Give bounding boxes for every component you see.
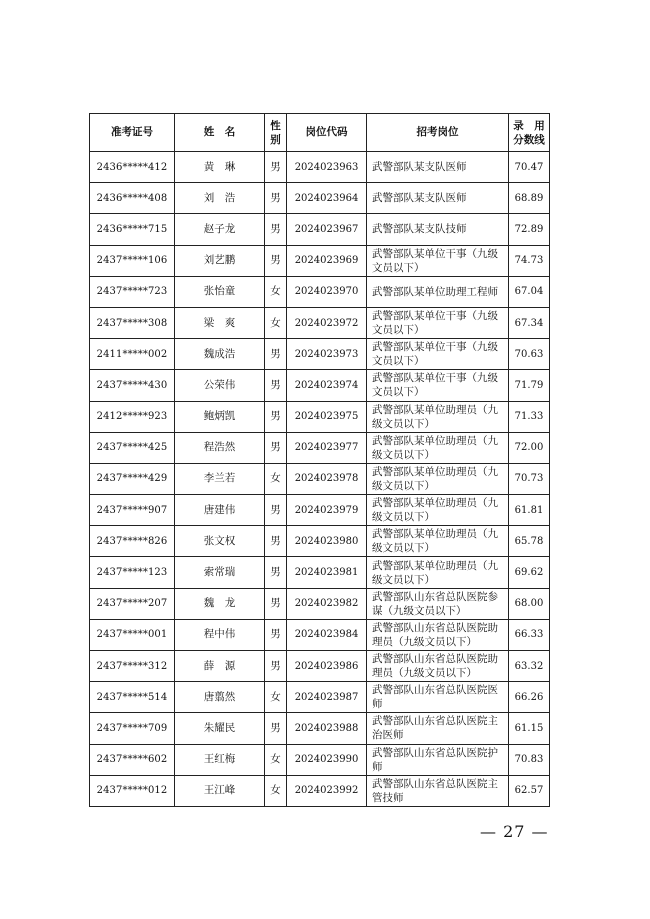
table-row bbox=[90, 557, 550, 588]
cell-gender: 男 bbox=[265, 495, 287, 526]
cell-code: 2024023969 bbox=[287, 245, 367, 276]
header-position: 招考岗位 bbox=[367, 114, 509, 152]
cell-gender: 男 bbox=[265, 588, 287, 619]
cell-name: 王红梅 bbox=[175, 744, 265, 775]
cell-gender: 男 bbox=[265, 432, 287, 463]
cell-gender: 男 bbox=[265, 401, 287, 432]
cell-name: 魏 龙 bbox=[175, 588, 265, 619]
cell-score: 72.00 bbox=[509, 432, 550, 463]
cell-score: 66.33 bbox=[509, 619, 550, 650]
cell-name: 魏成浩 bbox=[175, 339, 265, 370]
table-row bbox=[90, 619, 550, 650]
cell-position: 武警部队山东省总队医院医师 bbox=[367, 682, 509, 713]
cell-name: 刘艺鹏 bbox=[175, 245, 265, 276]
cell-code: 2024023974 bbox=[287, 370, 367, 401]
cell-code: 2024023967 bbox=[287, 214, 367, 245]
cell-gender: 男 bbox=[265, 214, 287, 245]
cell-ticket: 2437*****723 bbox=[90, 276, 175, 307]
cell-gender: 男 bbox=[265, 526, 287, 557]
cell-position: 武警部队某单位助理员（九级文员以下） bbox=[367, 526, 509, 557]
cell-ticket: 2437*****514 bbox=[90, 682, 175, 713]
cell-code: 2024023973 bbox=[287, 339, 367, 370]
cell-position: 武警部队某支队医师 bbox=[367, 152, 509, 183]
cell-position: 武警部队某单位助理员（九级文员以下） bbox=[367, 401, 509, 432]
header-gender-line1: 性 bbox=[270, 119, 281, 132]
cell-ticket: 2437*****001 bbox=[90, 619, 175, 650]
cell-name: 朱耀民 bbox=[175, 713, 265, 744]
cell-name: 程浩然 bbox=[175, 432, 265, 463]
header-ticket: 准考证号 bbox=[90, 114, 175, 152]
cell-ticket: 2436*****412 bbox=[90, 152, 175, 183]
cell-position: 武警部队某支队技师 bbox=[367, 214, 509, 245]
cell-gender: 男 bbox=[265, 245, 287, 276]
header-score-line1: 录 用 bbox=[513, 119, 545, 132]
cell-gender: 女 bbox=[265, 276, 287, 307]
cell-position: 武警部队山东省总队医院助理员（九级文员以下） bbox=[367, 619, 509, 650]
cell-gender: 男 bbox=[265, 152, 287, 183]
cell-score: 70.47 bbox=[509, 152, 550, 183]
cell-name: 程中伟 bbox=[175, 619, 265, 650]
cell-code: 2024023979 bbox=[287, 495, 367, 526]
table-row bbox=[90, 775, 550, 806]
cell-gender: 女 bbox=[265, 463, 287, 494]
cell-ticket: 2437*****308 bbox=[90, 307, 175, 338]
cell-gender: 男 bbox=[265, 651, 287, 682]
cell-ticket: 2437*****429 bbox=[90, 463, 175, 494]
cell-position: 武警部队某支队医师 bbox=[367, 183, 509, 214]
cell-position: 武警部队某单位助理员（九级文员以下） bbox=[367, 495, 509, 526]
cell-gender: 女 bbox=[265, 775, 287, 806]
cell-position: 武警部队某单位干事（九级文员以下） bbox=[367, 307, 509, 338]
cell-code: 2024023981 bbox=[287, 557, 367, 588]
cell-gender: 男 bbox=[265, 713, 287, 744]
cell-gender: 男 bbox=[265, 370, 287, 401]
cell-code: 2024023972 bbox=[287, 307, 367, 338]
cell-position: 武警部队某单位助理员（九级文员以下） bbox=[367, 432, 509, 463]
cell-code: 2024023986 bbox=[287, 651, 367, 682]
cell-score: 70.73 bbox=[509, 463, 550, 494]
cell-code: 2024023988 bbox=[287, 713, 367, 744]
cell-score: 61.81 bbox=[509, 495, 550, 526]
table-row bbox=[90, 339, 550, 370]
cell-code: 2024023987 bbox=[287, 682, 367, 713]
cell-ticket: 2437*****709 bbox=[90, 713, 175, 744]
cell-score: 61.15 bbox=[509, 713, 550, 744]
cell-position: 武警部队某单位干事（九级文员以下） bbox=[367, 245, 509, 276]
cell-score: 70.83 bbox=[509, 744, 550, 775]
header-name: 姓 名 bbox=[175, 114, 265, 152]
cell-code: 2024023990 bbox=[287, 744, 367, 775]
cell-score: 67.04 bbox=[509, 276, 550, 307]
cell-score: 65.78 bbox=[509, 526, 550, 557]
table-row bbox=[90, 651, 550, 682]
cell-gender: 男 bbox=[265, 557, 287, 588]
table-row bbox=[90, 152, 550, 183]
cell-code: 2024023978 bbox=[287, 463, 367, 494]
cell-code: 2024023982 bbox=[287, 588, 367, 619]
cell-code: 2024023963 bbox=[287, 152, 367, 183]
header-gender-line2: 别 bbox=[270, 133, 281, 146]
cell-ticket: 2437*****907 bbox=[90, 495, 175, 526]
cell-name: 王江峰 bbox=[175, 775, 265, 806]
cell-name: 鲍炳凯 bbox=[175, 401, 265, 432]
cell-ticket: 2436*****715 bbox=[90, 214, 175, 245]
cell-score: 72.89 bbox=[509, 214, 550, 245]
cell-position: 武警部队山东省总队医院主管技师 bbox=[367, 775, 509, 806]
cell-code: 2024023992 bbox=[287, 775, 367, 806]
table-row bbox=[90, 401, 550, 432]
cell-name: 张文权 bbox=[175, 526, 265, 557]
cell-name: 公荣伟 bbox=[175, 370, 265, 401]
cell-gender: 女 bbox=[265, 682, 287, 713]
cell-score: 68.89 bbox=[509, 183, 550, 214]
cell-ticket: 2436*****408 bbox=[90, 183, 175, 214]
table-row bbox=[90, 276, 550, 307]
cell-score: 62.57 bbox=[509, 775, 550, 806]
cell-position: 武警部队某单位干事（九级文员以下） bbox=[367, 370, 509, 401]
table-row bbox=[90, 183, 550, 214]
cell-ticket: 2437*****312 bbox=[90, 651, 175, 682]
table-row bbox=[90, 245, 550, 276]
cell-code: 2024023975 bbox=[287, 401, 367, 432]
cell-gender: 女 bbox=[265, 307, 287, 338]
cell-name: 唐建伟 bbox=[175, 495, 265, 526]
table-row bbox=[90, 370, 550, 401]
cell-position: 武警部队山东省总队医院助理员（九级文员以下） bbox=[367, 651, 509, 682]
cell-name: 薛 源 bbox=[175, 651, 265, 682]
cell-ticket: 2437*****430 bbox=[90, 370, 175, 401]
cell-name: 唐翦然 bbox=[175, 682, 265, 713]
cell-ticket: 2437*****602 bbox=[90, 744, 175, 775]
cell-ticket: 2412*****923 bbox=[90, 401, 175, 432]
cell-ticket: 2437*****826 bbox=[90, 526, 175, 557]
cell-position: 武警部队山东省总队医院护师 bbox=[367, 744, 509, 775]
table-row bbox=[90, 307, 550, 338]
cell-ticket: 2437*****425 bbox=[90, 432, 175, 463]
cell-code: 2024023977 bbox=[287, 432, 367, 463]
cell-code: 2024023980 bbox=[287, 526, 367, 557]
cell-name: 李兰若 bbox=[175, 463, 265, 494]
cell-ticket: 2437*****106 bbox=[90, 245, 175, 276]
cell-score: 69.62 bbox=[509, 557, 550, 588]
cell-code: 2024023984 bbox=[287, 619, 367, 650]
cell-name: 张怡童 bbox=[175, 276, 265, 307]
cell-name: 赵子龙 bbox=[175, 214, 265, 245]
cell-score: 68.00 bbox=[509, 588, 550, 619]
table-row bbox=[90, 713, 550, 744]
cell-score: 66.26 bbox=[509, 682, 550, 713]
table-row bbox=[90, 526, 550, 557]
table-row bbox=[90, 682, 550, 713]
admission-table bbox=[89, 113, 550, 807]
table-row bbox=[90, 463, 550, 494]
cell-score: 74.73 bbox=[509, 245, 550, 276]
cell-gender: 女 bbox=[265, 744, 287, 775]
header-code: 岗位代码 bbox=[287, 114, 367, 152]
cell-gender: 男 bbox=[265, 339, 287, 370]
cell-ticket: 2437*****207 bbox=[90, 588, 175, 619]
table-row bbox=[90, 495, 550, 526]
table-row bbox=[90, 432, 550, 463]
cell-score: 71.33 bbox=[509, 401, 550, 432]
cell-code: 2024023964 bbox=[287, 183, 367, 214]
cell-name: 刘 浩 bbox=[175, 183, 265, 214]
page-number: — 27 — bbox=[480, 822, 549, 841]
cell-score: 63.32 bbox=[509, 651, 550, 682]
table-row bbox=[90, 588, 550, 619]
cell-name: 梁 爽 bbox=[175, 307, 265, 338]
cell-position: 武警部队某单位干事（九级文员以下） bbox=[367, 339, 509, 370]
cell-position: 武警部队山东省总队医院主治医师 bbox=[367, 713, 509, 744]
cell-score: 71.79 bbox=[509, 370, 550, 401]
table-row bbox=[90, 214, 550, 245]
header-gender bbox=[265, 114, 287, 152]
cell-position: 武警部队某单位助理员（九级文员以下） bbox=[367, 463, 509, 494]
cell-gender: 男 bbox=[265, 619, 287, 650]
cell-score: 70.63 bbox=[509, 339, 550, 370]
header-score-line2: 分数线 bbox=[513, 133, 545, 146]
cell-gender: 男 bbox=[265, 183, 287, 214]
table-header-row bbox=[90, 114, 550, 152]
cell-ticket: 2411*****002 bbox=[90, 339, 175, 370]
results-sheet bbox=[89, 113, 549, 807]
cell-position: 武警部队某单位助理工程师 bbox=[367, 276, 509, 307]
cell-name: 黄 琳 bbox=[175, 152, 265, 183]
table-row bbox=[90, 744, 550, 775]
header-score bbox=[509, 114, 550, 152]
cell-ticket: 2437*****012 bbox=[90, 775, 175, 806]
cell-code: 2024023970 bbox=[287, 276, 367, 307]
cell-ticket: 2437*****123 bbox=[90, 557, 175, 588]
cell-score: 67.34 bbox=[509, 307, 550, 338]
cell-position: 武警部队某单位助理员（九级文员以下） bbox=[367, 557, 509, 588]
cell-position: 武警部队山东省总队医院参谋（九级文员以下） bbox=[367, 588, 509, 619]
cell-name: 索常瑞 bbox=[175, 557, 265, 588]
